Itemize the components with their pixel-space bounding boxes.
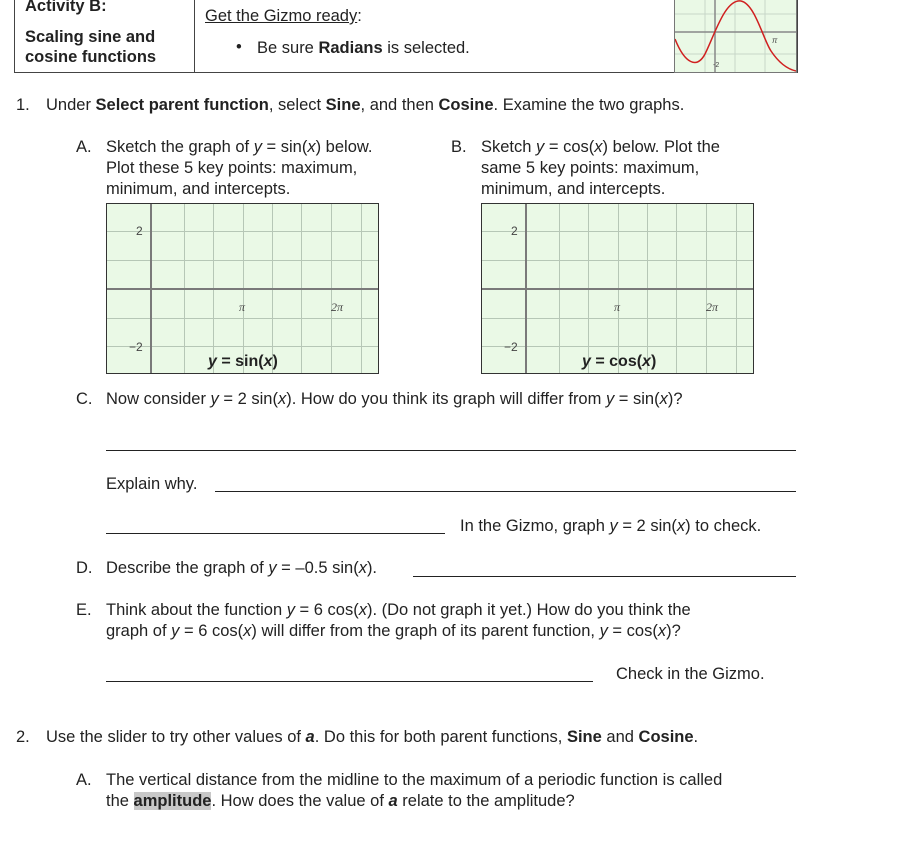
sine-sketch-graph[interactable] (106, 203, 379, 374)
cosine-graph-label: y = cos(x) (582, 353, 657, 370)
radians-instruction: Be sure Radians is selected. (257, 39, 470, 57)
gizmo-thumbnail-graph (675, 0, 796, 72)
gizmo-thumbnail (674, 0, 797, 73)
q1b-line2: same 5 key points: maximum, (481, 159, 700, 177)
q1e-answer-line[interactable] (106, 681, 593, 682)
q1e-line1: Think about the function y = 6 cos(x). (Do not graph it yet.) How do you think the (106, 601, 691, 619)
q1-number: 1. (16, 96, 30, 114)
get-ready-heading: Get the Gizmo ready: (205, 7, 362, 25)
q2a-line2: the amplitude. How does the value of a relate to the amplitude? (106, 792, 575, 810)
q1b-line3: minimum, and intercepts. (481, 180, 666, 198)
q1e-line2: graph of y = 6 cos(x) will differ from the graph of its parent function, y = cos(x)? (106, 622, 681, 640)
q2-number: 2. (16, 728, 30, 746)
q1b-letter: B. (451, 138, 467, 156)
q1a-line3: minimum, and intercepts. (106, 180, 291, 198)
header-divider (194, 0, 195, 73)
q2a-line1: The vertical distance from the midline to the maximum of a periodic function is called (106, 771, 723, 789)
q1a-letter: A. (76, 138, 92, 156)
q1d-answer-line[interactable] (413, 576, 796, 577)
activity-title-line2: cosine functions (25, 48, 157, 66)
y-tick-2: 2 (511, 224, 518, 238)
x-axis (482, 288, 753, 290)
q1c-check-answer-line[interactable] (106, 533, 445, 534)
x-tick-2pi: 2π (706, 300, 719, 314)
q1c-letter: C. (76, 390, 93, 408)
q1b-line1: Sketch y = cos(x) below. Plot the (481, 138, 720, 156)
activity-title-line1: Scaling sine and (25, 28, 156, 46)
q1d-letter: D. (76, 559, 93, 577)
amplitude-vocab-highlight[interactable]: amplitude (133, 792, 212, 810)
q2a-letter: A. (76, 771, 92, 789)
q1e-letter: E. (76, 601, 92, 619)
x-tick-pi: π (239, 300, 246, 314)
q1a-line2: Plot these 5 key points: maximum, (106, 159, 358, 177)
cosine-sketch-graph[interactable] (481, 203, 754, 374)
thumbnail-pi-label: π (772, 36, 778, 45)
bullet-dot: • (236, 38, 242, 56)
q1c-check-instruction: In the Gizmo, graph y = 2 sin(x) to check. (460, 517, 762, 535)
explain-why-answer-line[interactable] (215, 491, 796, 492)
q1a-line1: Sketch the graph of y = sin(x) below. (106, 138, 373, 156)
x-axis (107, 288, 378, 290)
q1d-prompt: Describe the graph of y = –0.5 sin(x). (106, 559, 378, 577)
q1c-answer-line[interactable] (106, 450, 796, 451)
sine-graph-label: y = sin(x) (208, 353, 278, 370)
y-tick-neg2: −2 (129, 340, 143, 354)
y-tick-2: 2 (136, 224, 143, 238)
thumbnail-neg-label: -2 (713, 62, 720, 69)
check-in-gizmo: Check in the Gizmo. (616, 665, 765, 683)
explain-why-label: Explain why. (106, 475, 198, 493)
q1-prompt: Under Select parent function, select Sine, and then Cosine. Examine the two graphs. (46, 96, 685, 114)
y-tick-neg2: −2 (504, 340, 518, 354)
x-tick-2pi: 2π (331, 300, 344, 314)
activity-label: Activity B: (25, 0, 107, 15)
q1c-prompt: Now consider y = 2 sin(x). How do you think its graph will differ from y = sin(x)? (106, 390, 683, 408)
q2-prompt: Use the slider to try other values of a. Do this for both parent functions, Sine and Cosine. (46, 728, 699, 746)
x-tick-pi: π (614, 300, 621, 314)
